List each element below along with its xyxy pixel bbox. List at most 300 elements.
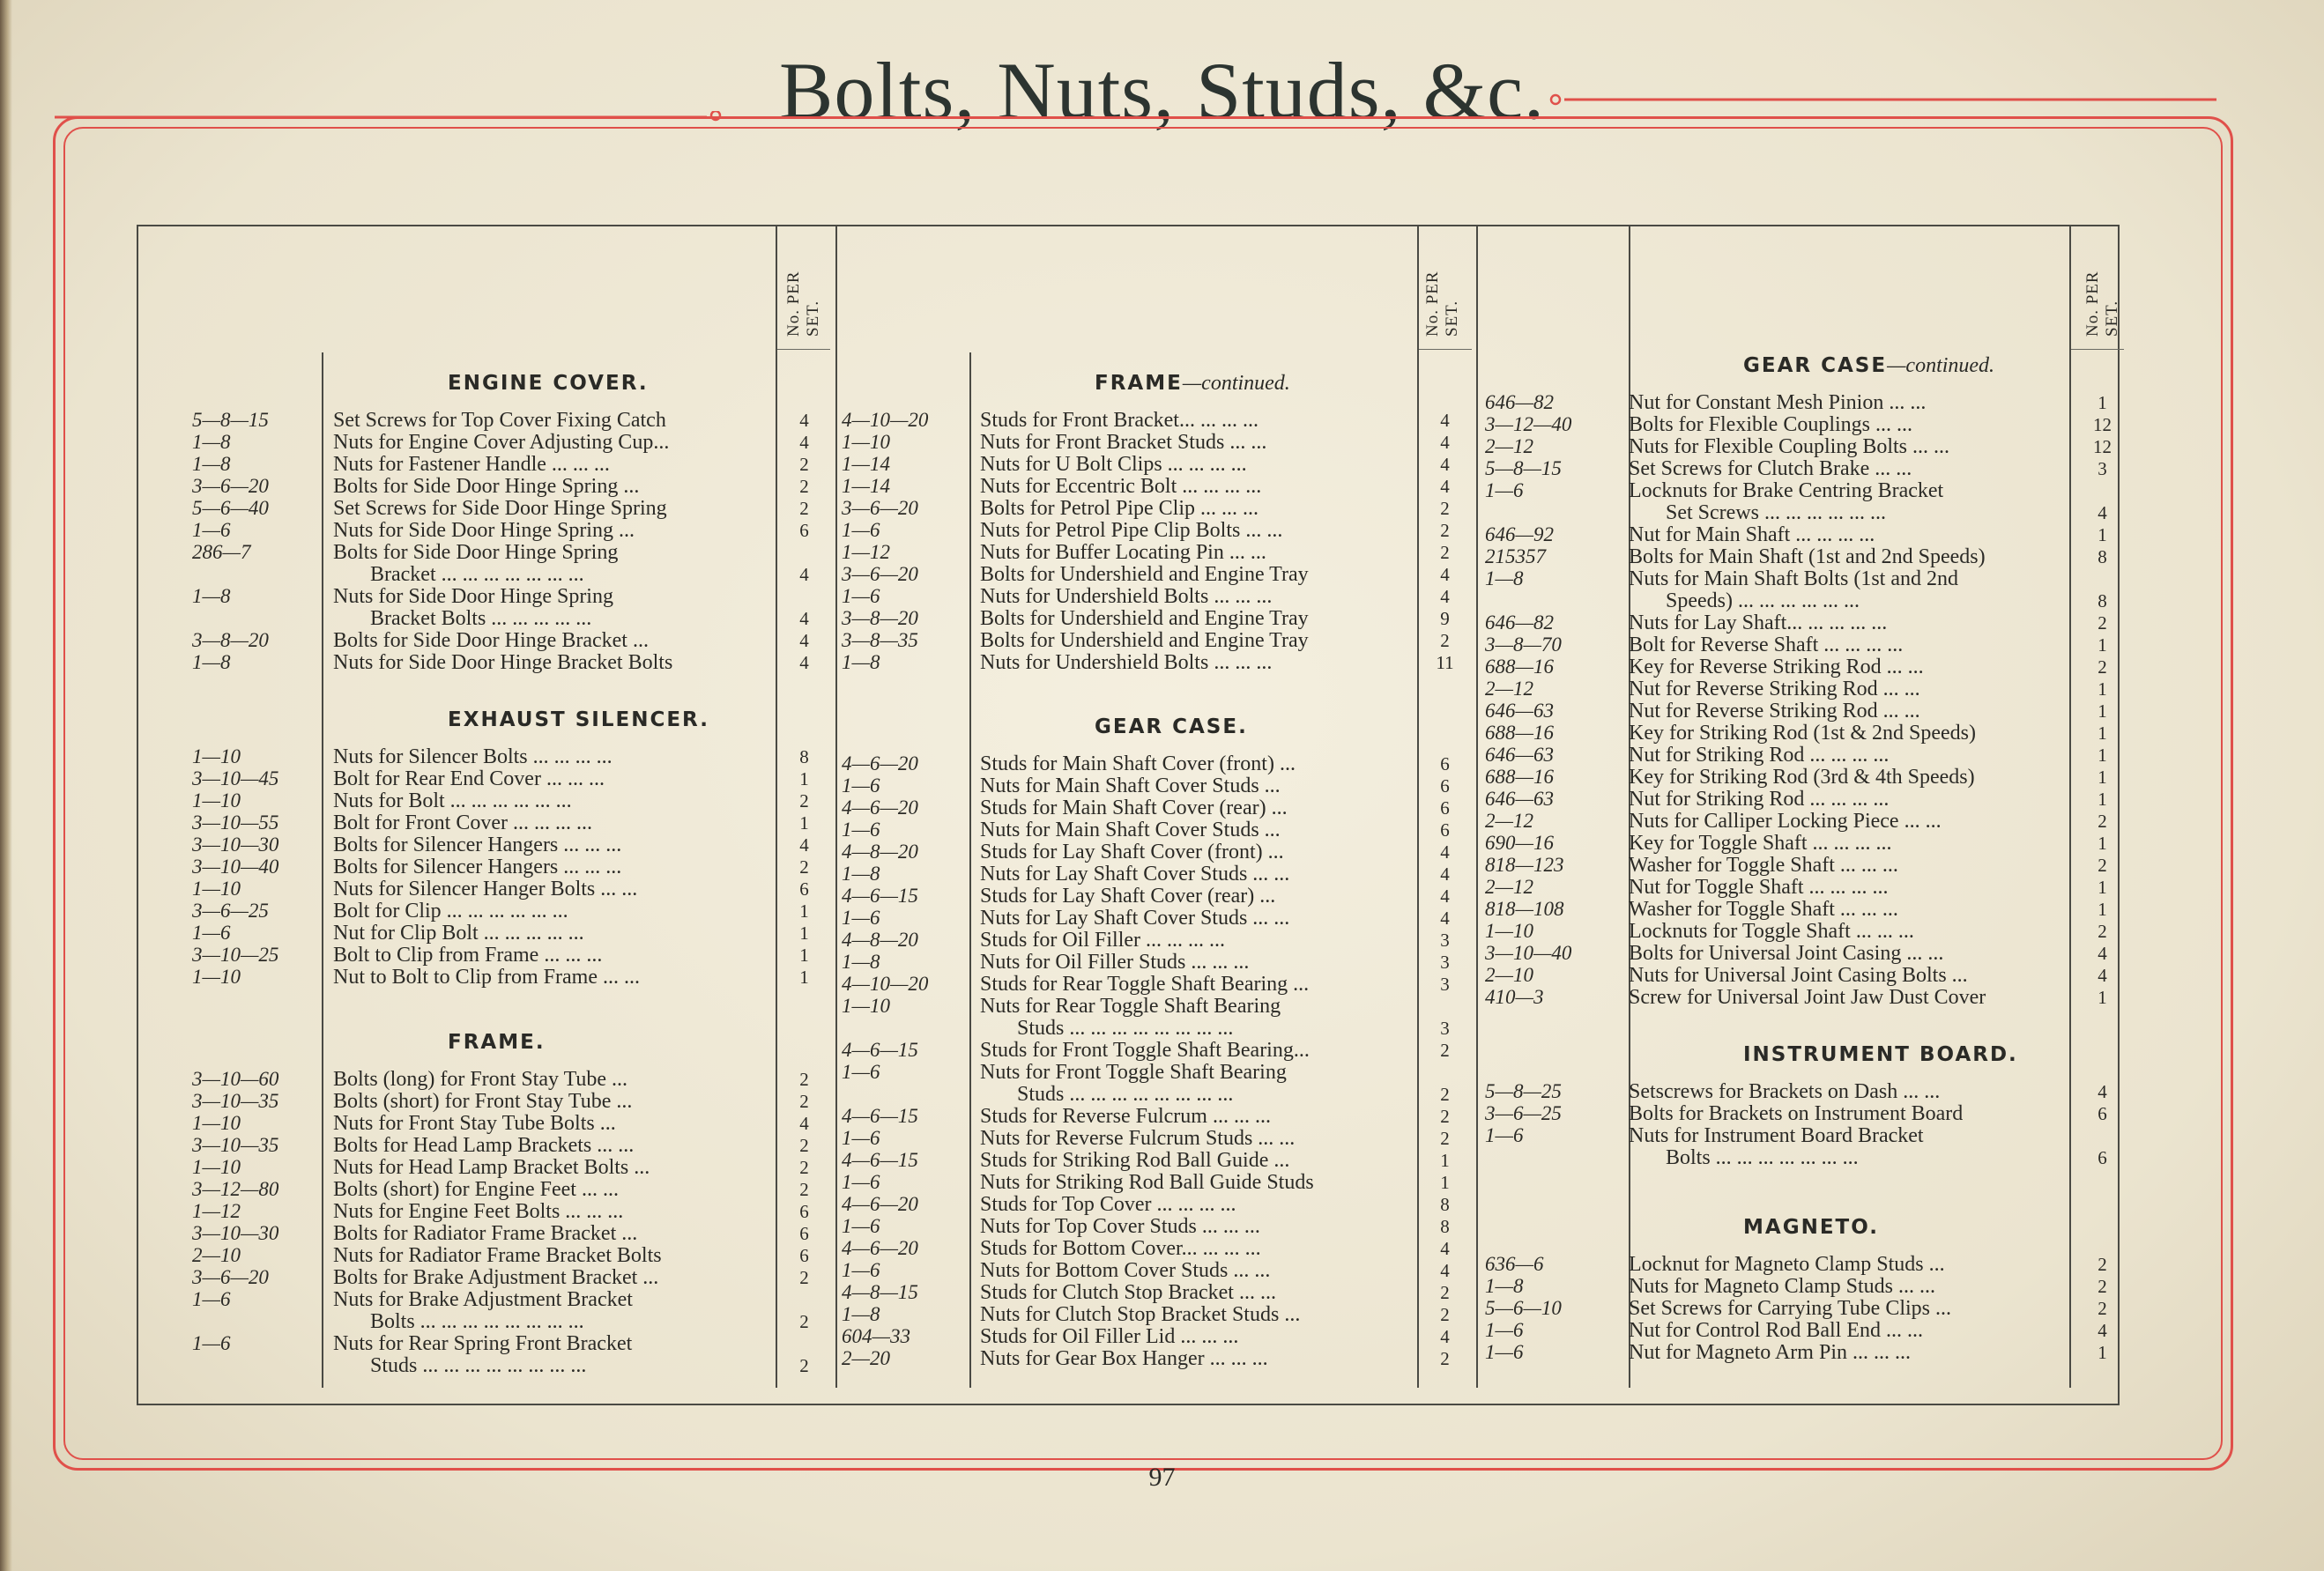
quantity-per-set: 1 bbox=[2098, 767, 2107, 788]
table-row bbox=[0, 656, 2324, 678]
part-description: Bolt for Reverse Shaft ... ... ... ... bbox=[1629, 634, 1904, 656]
part-code: 2—10 bbox=[1485, 964, 1533, 986]
part-code: 1—6 bbox=[842, 1127, 880, 1149]
part-code: 646—63 bbox=[1485, 788, 1554, 810]
table-row bbox=[0, 854, 2324, 877]
part-code: 3—10—35 bbox=[192, 1090, 279, 1112]
quantity-per-set: 1 bbox=[799, 967, 809, 988]
quantity-per-set: 6 bbox=[799, 1245, 809, 1266]
part-code: 1—10 bbox=[842, 995, 890, 1017]
part-code: 1—10 bbox=[1485, 920, 1533, 942]
part-code: 3—12—80 bbox=[192, 1178, 279, 1200]
part-description: Bolts for Petrol Pipe Clip ... ... ... bbox=[980, 497, 1259, 520]
quantity-per-set: 2 bbox=[2098, 1298, 2107, 1319]
quantity-per-set: 4 bbox=[2098, 965, 2107, 986]
quantity-per-set: 2 bbox=[2098, 855, 2107, 876]
quantity-per-set: 2 bbox=[1440, 1040, 1450, 1061]
section-heading-text: EXHAUST SILENCER. bbox=[448, 708, 709, 731]
quantity-per-set: 1 bbox=[799, 812, 809, 834]
part-description: Bolts for Silencer Hangers ... ... ... bbox=[333, 856, 622, 878]
quantity-per-set: 4 bbox=[799, 608, 809, 629]
part-description: Locknut for Magneto Clamp Studs ... bbox=[1629, 1253, 1945, 1276]
part-code: 1—8 bbox=[192, 453, 231, 475]
part-description: Nuts for Eccentric Bolt ... ... ... ... bbox=[980, 475, 1262, 498]
part-code: 1—10 bbox=[192, 1156, 241, 1178]
section-heading-text: FRAME bbox=[1095, 372, 1183, 395]
quantity-per-set: 3 bbox=[1440, 974, 1450, 995]
part-description: Studs for Rear Toggle Shaft Bearing ... bbox=[980, 973, 1310, 996]
table-row bbox=[0, 523, 2324, 546]
part-description: Nuts for Lay Shaft Cover Studs ... ... bbox=[980, 863, 1290, 886]
part-code: 818—108 bbox=[1485, 898, 1564, 920]
part-code: 3—8—35 bbox=[842, 629, 918, 651]
section-heading-instrument-board bbox=[1743, 1043, 2018, 1066]
section-heading-text: MAGNETO. bbox=[1743, 1216, 1879, 1239]
quantity-per-set: 2 bbox=[799, 1157, 809, 1178]
part-description: Nuts for Bolt ... ... ... ... ... ... bbox=[333, 789, 572, 812]
part-code: 3—8—20 bbox=[842, 607, 918, 629]
part-description: Locknuts for Brake Centring Bracket bbox=[1629, 479, 1944, 502]
section-heading-text: FRAME. bbox=[448, 1031, 546, 1054]
table-row bbox=[0, 634, 2324, 656]
part-description: Bolts for Flexible Couplings ... ... bbox=[1629, 413, 1913, 436]
section-heading-gear-case-continued bbox=[1743, 354, 1994, 378]
quantity-per-set: 2 bbox=[1440, 520, 1450, 541]
quantity-per-set: 1 bbox=[799, 945, 809, 966]
part-description: Nut for Reverse Striking Rod ... ... bbox=[1629, 700, 1920, 723]
quantity-per-set: 1 bbox=[2098, 987, 2107, 1008]
part-description: Key for Reverse Striking Rod ... ... bbox=[1629, 656, 1924, 678]
page-number: 97 bbox=[1148, 1463, 1176, 1492]
part-description: Nuts for Front Bracket Studs ... ... bbox=[980, 431, 1267, 454]
quantity-per-set: 2 bbox=[799, 1091, 809, 1112]
part-description: Nuts for Engine Cover Adjusting Cup... bbox=[333, 431, 670, 454]
quantity-per-set: 1 bbox=[2098, 745, 2107, 766]
quantity-per-set: 2 bbox=[2098, 1254, 2107, 1275]
table-row bbox=[0, 1275, 2324, 1298]
part-code: 636—6 bbox=[1485, 1253, 1544, 1275]
part-description: Bolt for Rear End Cover ... ... ... bbox=[333, 767, 605, 790]
quantity-per-set: 8 bbox=[1440, 1194, 1450, 1215]
quantity-per-set: 2 bbox=[799, 1069, 809, 1090]
part-description: Nuts for Main Shaft Bolts (1st and 2nd bbox=[1629, 567, 1958, 590]
part-code: 3—8—20 bbox=[192, 629, 269, 651]
part-description: Nuts for Calliper Locking Piece ... ... bbox=[1629, 810, 1942, 833]
part-code: 4—6—15 bbox=[842, 885, 918, 907]
part-description: Nuts for Front Toggle Shaft Bearing bbox=[980, 1061, 1287, 1084]
part-description: Nuts for Silencer Hanger Bolts ... ... bbox=[333, 878, 638, 900]
part-code: 1—14 bbox=[842, 475, 890, 497]
quantity-per-set: 11 bbox=[1436, 652, 1454, 673]
part-code: 4—8—20 bbox=[842, 929, 918, 951]
part-code: 3—10—40 bbox=[192, 856, 279, 878]
part-code: 4—8—20 bbox=[842, 841, 918, 863]
part-description: Set Screws for Side Door Hinge Spring bbox=[333, 497, 667, 520]
quantity-per-set: 2 bbox=[799, 454, 809, 475]
part-code: 1—8 bbox=[192, 651, 231, 673]
part-description: Nuts for Petrol Pipe Clip Bolts ... ... bbox=[980, 519, 1283, 542]
part-code: 646—63 bbox=[1485, 700, 1554, 722]
part-code: 4—6—15 bbox=[842, 1039, 918, 1061]
part-code: 1—6 bbox=[842, 1061, 880, 1083]
quantity-per-set: 4 bbox=[799, 410, 809, 431]
table-row bbox=[0, 700, 2324, 723]
quantity-per-set: 12 bbox=[2093, 414, 2112, 435]
quantity-per-set: 1 bbox=[2098, 899, 2107, 920]
part-description: Studs for Lay Shaft Cover (rear) ... bbox=[980, 885, 1276, 908]
part-description: Setscrews for Brackets on Dash ... ... bbox=[1629, 1080, 1941, 1103]
table-row bbox=[0, 1297, 2324, 1320]
part-description: Nut for Clip Bolt ... ... ... ... ... bbox=[333, 922, 584, 945]
section-heading-text: GEAR CASE bbox=[1743, 354, 1888, 377]
part-description: Nuts for Bottom Cover Studs ... ... bbox=[980, 1259, 1271, 1282]
quantity-per-set: 2 bbox=[2098, 1276, 2107, 1297]
part-code: 1—8 bbox=[1485, 1275, 1524, 1297]
part-code: 4—6—20 bbox=[842, 752, 918, 774]
quantity-per-set: 1 bbox=[2098, 524, 2107, 545]
part-description: Washer for Toggle Shaft ... ... ... bbox=[1629, 854, 1898, 877]
table-row bbox=[0, 1171, 2324, 1194]
part-description: Nuts for Gear Box Hanger ... ... ... bbox=[980, 1347, 1268, 1370]
part-description: Nuts for Universal Joint Casing Bolts ... bbox=[1629, 964, 1968, 987]
part-description: Studs for Lay Shaft Cover (front) ... bbox=[980, 841, 1284, 863]
qty-header-underline bbox=[777, 349, 830, 350]
quantity-per-set: 4 bbox=[1440, 1326, 1450, 1347]
part-code: 1—12 bbox=[842, 541, 890, 563]
part-code: 2—10 bbox=[192, 1244, 241, 1266]
part-code: 3—10—25 bbox=[192, 944, 279, 966]
table-row bbox=[0, 744, 2324, 767]
quantity-per-set: 4 bbox=[1440, 432, 1450, 453]
part-description: Nut for Magneto Arm Pin ... ... ... bbox=[1629, 1341, 1911, 1364]
quantity-per-set: 4 bbox=[1440, 863, 1450, 885]
part-code: 646—92 bbox=[1485, 523, 1554, 545]
part-code: 3—6—20 bbox=[842, 563, 918, 585]
part-description: Nuts for Lay Shaft... ... ... ... ... bbox=[1629, 611, 1888, 634]
part-code: 3—12—40 bbox=[1485, 413, 1572, 435]
part-description: Bracket Bolts ... ... ... ... ... bbox=[370, 607, 592, 630]
quantity-per-set: 2 bbox=[799, 856, 809, 878]
part-code: 1—6 bbox=[192, 1332, 231, 1354]
qty-per-set-header: No. PER SET. bbox=[784, 270, 822, 337]
part-description: Washer for Toggle Shaft ... ... ... bbox=[1629, 898, 1898, 921]
part-description: Bolts for Silencer Hangers ... ... ... bbox=[333, 834, 622, 856]
part-code: 3—6—25 bbox=[1485, 1102, 1562, 1124]
part-description: Set Screws ... ... ... ... ... ... bbox=[1666, 501, 1886, 524]
part-description: Bolts for Brackets on Instrument Board bbox=[1629, 1102, 1964, 1125]
quantity-per-set: 4 bbox=[2098, 1320, 2107, 1341]
part-description: Nuts for Side Door Hinge Bracket Bolts bbox=[333, 651, 673, 674]
table-row bbox=[0, 413, 2324, 436]
part-description: Nuts for Radiator Frame Bracket Bolts bbox=[333, 1244, 662, 1267]
quantity-per-set: 2 bbox=[2098, 811, 2107, 832]
quantity-per-set: 4 bbox=[799, 630, 809, 651]
table-row bbox=[0, 501, 2324, 524]
part-description: Nuts for Brake Adjustment Bracket bbox=[333, 1288, 633, 1311]
table-row bbox=[0, 545, 2324, 568]
quantity-per-set: 2 bbox=[799, 1135, 809, 1156]
table-row bbox=[0, 611, 2324, 634]
table-row bbox=[0, 435, 2324, 458]
part-code: 3—10—40 bbox=[1485, 942, 1572, 964]
part-code: 4—8—15 bbox=[842, 1281, 918, 1303]
part-description: Nuts for Side Door Hinge Spring ... bbox=[333, 519, 635, 542]
table-row bbox=[0, 1215, 2324, 1238]
part-code: 1—8 bbox=[1485, 567, 1524, 589]
section-heading-continued: —continued. bbox=[1182, 372, 1290, 395]
part-description: Bolts for Side Door Hinge Spring ... bbox=[333, 475, 640, 498]
quantity-per-set: 6 bbox=[1440, 797, 1450, 819]
quantity-per-set: 2 bbox=[799, 1311, 809, 1332]
part-description: Nut to Bolt to Clip from Frame ... ... bbox=[333, 966, 640, 989]
quantity-per-set: 1 bbox=[799, 768, 809, 789]
table-row bbox=[0, 1341, 2324, 1364]
part-code: 2—12 bbox=[1485, 435, 1533, 457]
table-row bbox=[0, 942, 2324, 965]
quantity-per-set: 6 bbox=[799, 878, 809, 900]
table-row bbox=[0, 788, 2324, 811]
part-code: 2—20 bbox=[842, 1347, 890, 1369]
quantity-per-set: 4 bbox=[1440, 841, 1450, 863]
part-description: Studs for Oil Filler Lid ... ... ... bbox=[980, 1325, 1239, 1348]
qty-per-set-header: No. PER SET. bbox=[1423, 270, 1461, 337]
quantity-per-set: 6 bbox=[799, 520, 809, 541]
quantity-per-set: 2 bbox=[2098, 921, 2107, 942]
part-code: 3—6—25 bbox=[192, 900, 269, 922]
part-code: 1—10 bbox=[192, 1112, 241, 1134]
part-description: Bracket ... ... ... ... ... ... ... bbox=[370, 563, 584, 586]
part-code: 1—14 bbox=[842, 453, 890, 475]
table-row bbox=[0, 832, 2324, 855]
part-code: 3—8—70 bbox=[1485, 634, 1562, 656]
part-code: 1—8 bbox=[842, 951, 880, 973]
table-row bbox=[0, 766, 2324, 789]
part-description: Nut for Striking Rod ... ... ... ... bbox=[1629, 788, 1890, 811]
part-description: Nuts for Undershield Bolts ... ... ... bbox=[980, 651, 1273, 674]
part-description: Nuts for Reverse Fulcrum Studs ... ... bbox=[980, 1127, 1296, 1150]
part-code: 1—10 bbox=[192, 966, 241, 988]
part-code: 2—12 bbox=[1485, 810, 1533, 832]
quantity-per-set: 1 bbox=[2098, 700, 2107, 722]
part-description: Key for Toggle Shaft ... ... ... ... bbox=[1629, 832, 1892, 855]
part-code: 688—16 bbox=[1485, 766, 1554, 788]
quantity-per-set: 9 bbox=[1440, 608, 1450, 629]
quantity-per-set: 2 bbox=[799, 498, 809, 519]
part-description: Studs for Clutch Stop Bracket ... ... bbox=[980, 1281, 1276, 1304]
part-code: 1—6 bbox=[842, 774, 880, 797]
part-code: 410—3 bbox=[1485, 986, 1544, 1008]
part-description: Bolt for Front Cover ... ... ... ... bbox=[333, 811, 592, 834]
part-description: Bolts for Side Door Hinge Bracket ... bbox=[333, 629, 649, 652]
part-description: Locknuts for Toggle Shaft ... ... ... bbox=[1629, 920, 1914, 943]
quantity-per-set: 4 bbox=[1440, 410, 1450, 431]
part-code: 3—6—20 bbox=[842, 497, 918, 519]
title-flourish-right bbox=[1547, 93, 2216, 106]
part-description: Nuts for Magneto Clamp Studs ... ... bbox=[1629, 1275, 1935, 1298]
part-code: 688—16 bbox=[1485, 722, 1554, 744]
part-description: Key for Striking Rod (3rd & 4th Speeds) bbox=[1629, 766, 1975, 789]
qty-header-underline bbox=[1419, 349, 1472, 350]
quantity-per-set: 2 bbox=[799, 476, 809, 497]
part-description: Bolts (long) for Front Stay Tube ... bbox=[333, 1068, 628, 1091]
quantity-per-set: 2 bbox=[1440, 498, 1450, 519]
part-code: 3—10—60 bbox=[192, 1068, 279, 1090]
part-code: 3—6—20 bbox=[192, 475, 269, 497]
quantity-per-set: 2 bbox=[2098, 612, 2107, 634]
quantity-per-set: 1 bbox=[799, 900, 809, 922]
quantity-per-set: 2 bbox=[1440, 1348, 1450, 1369]
quantity-per-set: 4 bbox=[1440, 454, 1450, 475]
part-description: Nuts for Buffer Locating Pin ... ... bbox=[980, 541, 1266, 564]
section-heading-continued: —continued. bbox=[1887, 354, 1995, 377]
part-code: 1—6 bbox=[1485, 479, 1524, 501]
part-code: 690—16 bbox=[1485, 832, 1554, 854]
part-description: Nuts for Side Door Hinge Spring bbox=[333, 585, 613, 608]
part-code: 646—63 bbox=[1485, 744, 1554, 766]
section-heading-text: ENGINE COVER. bbox=[448, 372, 649, 395]
quantity-per-set: 1 bbox=[2098, 789, 2107, 810]
quantity-per-set: 2 bbox=[1440, 542, 1450, 563]
quantity-per-set: 4 bbox=[799, 652, 809, 673]
part-code: 604—33 bbox=[842, 1325, 910, 1347]
quantity-per-set: 4 bbox=[2098, 943, 2107, 964]
part-code: 1—6 bbox=[192, 1288, 231, 1310]
quantity-per-set: 3 bbox=[2098, 458, 2107, 479]
table-row bbox=[0, 986, 2324, 1009]
part-description: Set Screws for Clutch Brake ... ... bbox=[1629, 457, 1912, 480]
part-code: 1—6 bbox=[842, 907, 880, 929]
part-code: 1—8 bbox=[192, 585, 231, 607]
part-description: Bolts for Undershield and Engine Tray bbox=[980, 563, 1309, 586]
part-code: 1—10 bbox=[192, 878, 241, 900]
section-heading-text: GEAR CASE. bbox=[1095, 715, 1248, 738]
part-code: 1—10 bbox=[192, 745, 241, 767]
part-code: 5—8—15 bbox=[192, 409, 269, 431]
quantity-per-set: 1 bbox=[2098, 1342, 2107, 1363]
part-code: 4—6—20 bbox=[842, 797, 918, 819]
quantity-per-set: 3 bbox=[1440, 1018, 1450, 1039]
part-code: 286—7 bbox=[192, 541, 251, 563]
table-row bbox=[0, 457, 2324, 480]
part-description: Set Screws for Carrying Tube Clips ... bbox=[1629, 1297, 1951, 1320]
table-row bbox=[0, 1319, 2324, 1342]
quantity-per-set: 1 bbox=[2098, 877, 2107, 898]
part-code: 688—16 bbox=[1485, 656, 1554, 678]
part-code: 3—10—45 bbox=[192, 767, 279, 789]
part-description: Nut for Reverse Striking Rod ... ... bbox=[1629, 678, 1920, 700]
part-code: 5—6—10 bbox=[1485, 1297, 1562, 1319]
quantity-per-set: 3 bbox=[1440, 952, 1450, 973]
table-row bbox=[0, 479, 2324, 502]
table-row bbox=[0, 1146, 2324, 1169]
table-row bbox=[0, 1080, 2324, 1103]
part-description: Bolts (short) for Front Stay Tube ... bbox=[333, 1090, 633, 1113]
part-description: Nuts for U Bolt Clips ... ... ... ... bbox=[980, 453, 1247, 476]
part-description: Studs for Front Toggle Shaft Bearing... bbox=[980, 1039, 1310, 1062]
part-code: 1—6 bbox=[842, 519, 880, 541]
part-code: 1—8 bbox=[192, 431, 231, 453]
part-code: 1—6 bbox=[1485, 1319, 1524, 1341]
part-description: Nuts for Clutch Stop Bracket Studs ... bbox=[980, 1303, 1301, 1326]
part-description: Nuts for Undershield Bolts ... ... ... bbox=[980, 585, 1273, 608]
part-description: Studs for Main Shaft Cover (front) ... bbox=[980, 752, 1296, 775]
part-description: Bolts for Main Shaft (1st and 2nd Speeds) bbox=[1629, 545, 1986, 568]
part-description: Bolts for Radiator Frame Bracket ... bbox=[333, 1222, 638, 1245]
quantity-per-set: 1 bbox=[2098, 833, 2107, 854]
part-description: Studs for Striking Rod Ball Guide ... bbox=[980, 1149, 1290, 1172]
part-code: 1—6 bbox=[842, 819, 880, 841]
part-description: Bolts for Undershield and Engine Tray bbox=[980, 607, 1309, 630]
part-code: 4—6—20 bbox=[842, 1193, 918, 1215]
part-code: 3—10—30 bbox=[192, 834, 279, 856]
part-code: 3—10—55 bbox=[192, 811, 279, 834]
quantity-per-set: 4 bbox=[1440, 886, 1450, 907]
quantity-per-set: 4 bbox=[1440, 1260, 1450, 1281]
part-description: Studs for Front Bracket... ... ... ... bbox=[980, 409, 1259, 432]
part-description: Studs ... ... ... ... ... ... ... ... bbox=[370, 1354, 587, 1377]
part-description: Nuts for Lay Shaft Cover Studs ... ... bbox=[980, 907, 1290, 930]
part-description: Nut for Main Shaft ... ... ... ... bbox=[1629, 523, 1875, 546]
quantity-per-set: 6 bbox=[1440, 819, 1450, 841]
part-code: 4—6—15 bbox=[842, 1105, 918, 1127]
part-code: 1—6 bbox=[1485, 1341, 1524, 1363]
table-row bbox=[0, 810, 2324, 833]
part-code: 5—8—15 bbox=[1485, 457, 1562, 479]
quantity-per-set: 2 bbox=[799, 1355, 809, 1376]
part-code: 4—10—20 bbox=[842, 973, 929, 995]
part-description: Studs for Main Shaft Cover (rear) ... bbox=[980, 797, 1288, 819]
part-description: Nuts for Top Cover Studs ... ... ... bbox=[980, 1215, 1260, 1238]
part-description: Nuts for Oil Filler Studs ... ... ... bbox=[980, 951, 1250, 974]
quantity-per-set: 2 bbox=[1440, 1128, 1450, 1149]
quantity-per-set: 4 bbox=[799, 834, 809, 856]
part-description: Studs for Reverse Fulcrum ... ... ... bbox=[980, 1105, 1271, 1128]
quantity-per-set: 4 bbox=[799, 1113, 809, 1134]
part-description: Screw for Universal Joint Jaw Dust Cover bbox=[1629, 986, 1986, 1009]
part-code: 1—6 bbox=[842, 1171, 880, 1193]
part-code: 2—12 bbox=[1485, 678, 1533, 700]
part-description: Nuts for Head Lamp Bracket Bolts ... bbox=[333, 1156, 650, 1179]
part-description: Studs ... ... ... ... ... ... ... ... bbox=[1017, 1017, 1234, 1040]
part-description: Nuts for Rear Toggle Shaft Bearing bbox=[980, 995, 1281, 1018]
part-code: 1—10 bbox=[842, 431, 890, 453]
part-description: Bolts for Brake Adjustment Bracket ... bbox=[333, 1266, 659, 1289]
quantity-per-set: 6 bbox=[2098, 1147, 2107, 1168]
part-code: 1—8 bbox=[842, 863, 880, 885]
quantity-per-set: 4 bbox=[2098, 1081, 2107, 1102]
table-row bbox=[0, 964, 2324, 987]
quantity-per-set: 2 bbox=[799, 1267, 809, 1288]
part-description: Nuts for Engine Feet Bolts ... ... ... bbox=[333, 1200, 624, 1223]
part-code: 1—6 bbox=[192, 519, 231, 541]
section-heading-magneto bbox=[1743, 1216, 1879, 1239]
quantity-per-set: 2 bbox=[2098, 656, 2107, 678]
quantity-per-set: 1 bbox=[1440, 1150, 1450, 1171]
part-description: Nuts for Rear Spring Front Bracket bbox=[333, 1332, 633, 1355]
quantity-per-set: 4 bbox=[1440, 908, 1450, 929]
quantity-per-set: 4 bbox=[1440, 1238, 1450, 1259]
part-description: Bolts for Head Lamp Brackets ... ... bbox=[333, 1134, 635, 1157]
quantity-per-set: 1 bbox=[1440, 1172, 1450, 1193]
table-row bbox=[0, 876, 2324, 899]
part-description: Studs for Bottom Cover... ... ... ... bbox=[980, 1237, 1261, 1260]
quantity-per-set: 8 bbox=[799, 746, 809, 767]
table-row bbox=[0, 920, 2324, 943]
part-code: 2—12 bbox=[1485, 876, 1533, 898]
part-description: Studs for Oil Filler ... ... ... ... bbox=[980, 929, 1226, 952]
quantity-per-set: 4 bbox=[1440, 564, 1450, 585]
part-description: Set Screws for Top Cover Fixing Catch bbox=[333, 409, 666, 432]
